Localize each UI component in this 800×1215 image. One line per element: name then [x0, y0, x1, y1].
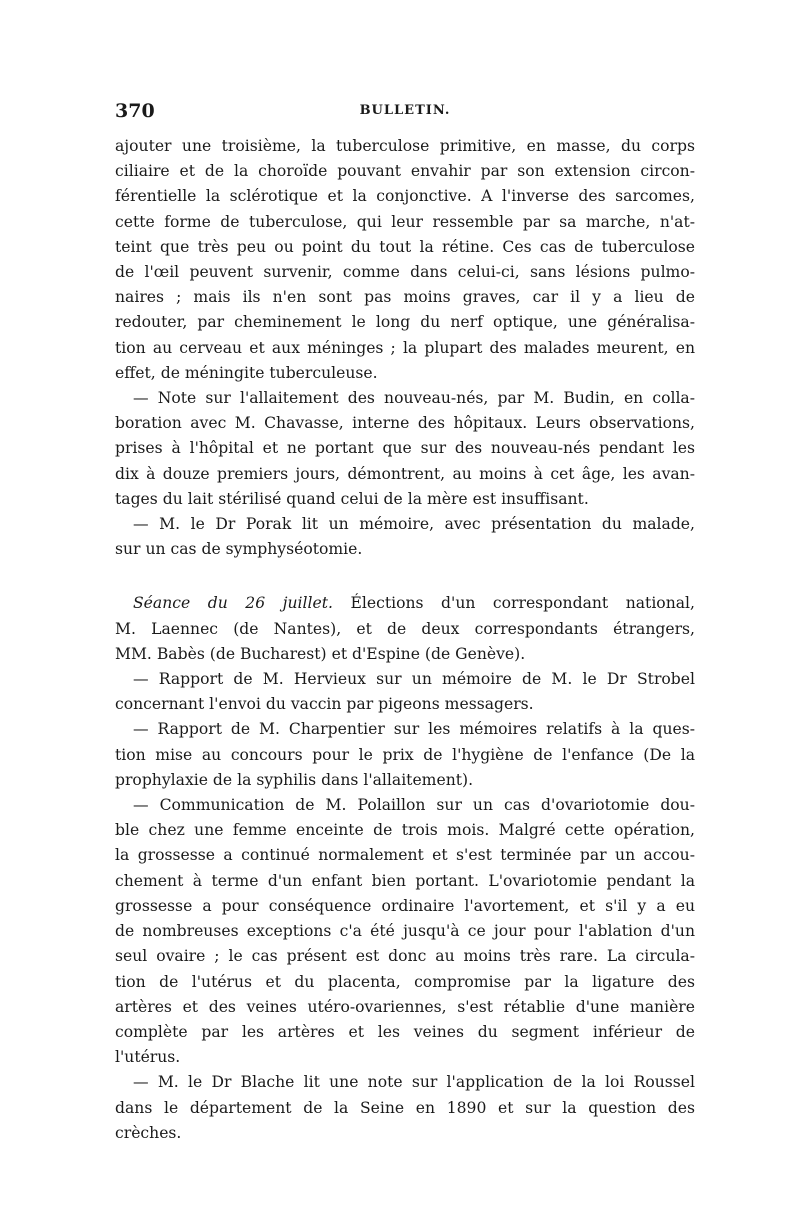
text-line: tages du lait stérilisé quand celui de la mère est insuffisant.: [115, 489, 589, 508]
text-line: teint que très peu ou point du tout la rétine. Ces cas de tuberculose: [115, 237, 695, 256]
text-line: — Communication de M. Polaillon sur un cas d'ovariotomie dou-: [133, 796, 695, 815]
text-line: MM. Babès (de Bucharest) et d'Espine (de Genève).: [115, 644, 526, 663]
session-heading-line: [115, 591, 695, 616]
text-line: ble chez une femme enceinte de trois mois. Malgré cette opération,: [115, 821, 695, 840]
text-line: — Rapport de M. Charpentier sur les mémoires relatifs à la ques-: [133, 720, 695, 739]
text-line: dix à douze premiers jours, démontrent, au moins à cet âge, les avan-: [115, 464, 695, 483]
text-line: artères et des veines utéro-ovariennes, s'est rétablie d'une manière: [115, 997, 695, 1016]
text-line: — M. le Dr Blache lit une note sur l'application de la loi Roussel: [133, 1073, 695, 1092]
text-line: grossesse a pour conséquence ordinaire l'avortement, et s'il y a eu: [115, 896, 695, 915]
text-line: — Note sur l'allaitement des nouveau-nés, par M. Budin, en colla-: [133, 389, 695, 408]
text-line: redouter, par cheminement le long du nerf optique, une généralisa-: [115, 313, 695, 332]
text-line: prophylaxie de la syphilis dans l'allaitement).: [115, 770, 474, 789]
section-gap: [115, 562, 695, 591]
text-fragment: Élections d'un correspondant national,: [350, 594, 695, 613]
text-line: seul ovaire ; le cas présent est donc au moins très rare. La circula-: [115, 947, 695, 966]
text-line: cette forme de tuberculose, qui leur ressemble par sa marche, n'at-: [115, 212, 695, 231]
text-line: boration avec M. Chavasse, interne des hôpitaux. Leurs observations,: [115, 414, 695, 433]
text-line: de nombreuses exceptions c'a été jusqu'à ce jour pour l'ablation d'un: [115, 922, 695, 941]
text-line: prises à l'hôpital et ne portant que sur des nouveau-nés pendant les: [115, 439, 695, 458]
text-line: l'utérus.: [115, 1048, 181, 1067]
session-label: Séance du: [133, 594, 228, 613]
text-line: — Rapport de M. Hervieux sur un mémoire de M. le Dr Strobel: [133, 670, 695, 689]
session-date-number: 26 juillet.: [245, 594, 333, 613]
running-head: BULLETIN.: [359, 103, 451, 118]
text-line: chement à terme d'un enfant bien portant. L'ovariotomie pendant la: [115, 871, 695, 890]
text-line: ajouter une troisième, la tuberculose primitive, en masse, du corps: [115, 137, 695, 155]
text-line: dans le département de la Seine en 1890 et sur la question des: [115, 1098, 695, 1117]
text-line: tion au cerveau et aux méninges ; la plupart des malades meurent, en: [115, 338, 695, 357]
text-line: ciliaire et de la choroïde pouvant envahir par son extension circon-: [115, 162, 695, 181]
text-line: crèches.: [115, 1123, 182, 1142]
text-line: la grossesse a continué normalement et s'est terminée par un accou-: [115, 846, 695, 865]
text-line: tion de l'utérus et du placenta, compromise par la ligature des: [115, 972, 695, 991]
page-header: [115, 100, 695, 126]
text-line: effet, de méningite tuberculeuse.: [115, 363, 378, 382]
text-line: férentielle la sclérotique et la conjonctive. A l'inverse des sarcomes,: [115, 187, 695, 206]
text-line: M. Laennec (de Nantes), et de deux correspondants étrangers,: [115, 619, 695, 638]
body-text: [115, 134, 695, 1146]
text-line: sur un cas de symphyséotomie.: [115, 540, 363, 559]
text-line: tion mise au concours pour le prix de l'hygiène de l'enfance (De la: [115, 745, 695, 764]
page-number: 370: [115, 100, 155, 122]
text-line: complète par les artères et les veines du segment inférieur de: [115, 1022, 695, 1041]
text-line: concernant l'envoi du vaccin par pigeons messagers.: [115, 695, 534, 714]
text-line: de l'œil peuvent survenir, comme dans celui-ci, sans lésions pulmo-: [115, 263, 695, 282]
text-line: — M. le Dr Porak lit un mémoire, avec présentation du malade,: [133, 515, 695, 534]
text-line: naires ; mais ils n'en sont pas moins graves, car il y a lieu de: [115, 288, 695, 307]
